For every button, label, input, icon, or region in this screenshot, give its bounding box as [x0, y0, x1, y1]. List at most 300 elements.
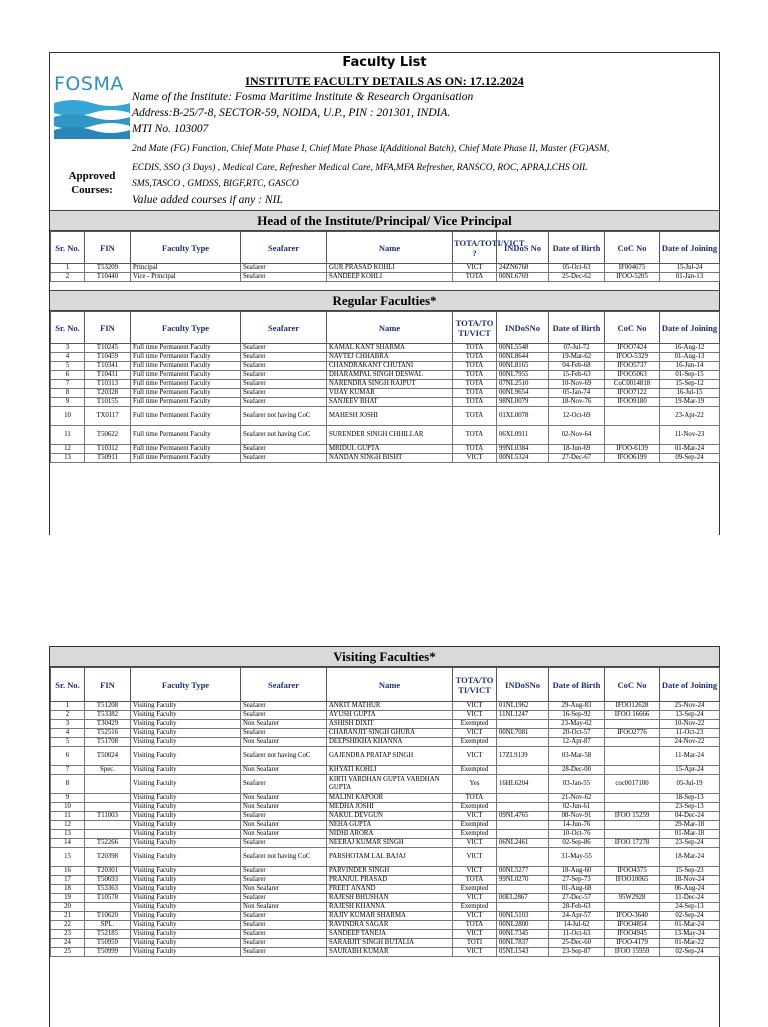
column-header-name: Name — [327, 668, 453, 702]
cell-coc-no: IF004675 — [605, 264, 660, 273]
cell-date-of-birth: 27-Dec-67 — [549, 454, 605, 463]
cell-indos-no: 98NL0079 — [497, 398, 549, 407]
cell-tota-toti-vict: TOTA — [453, 353, 497, 362]
cell-fin: T53209 — [85, 264, 131, 273]
cell-fin: T50024 — [85, 747, 131, 766]
cell-indos-no: 00NL7955 — [497, 371, 549, 380]
cell-tota-toti-vict: TOTA — [453, 407, 497, 426]
cell-tota-toti-vict: VICT — [453, 454, 497, 463]
column-header-date-of-joining: Date of Joining — [660, 232, 720, 264]
column-header-tota-toti-vict: TOTA/TO TI/VICT — [453, 668, 497, 702]
cell-indos-no: 00NL7345 — [497, 930, 549, 939]
column-header-date-of-birth: Date of Birth — [549, 232, 605, 264]
cell-fin: T50999 — [85, 948, 131, 957]
cell-fin: T10245 — [85, 344, 131, 353]
cell-fin — [85, 830, 131, 839]
cell-indos-no: 16HL6204 — [497, 775, 549, 794]
column-header-name: Name — [327, 312, 453, 344]
cell-name: AYUSH GUPTA — [327, 711, 453, 720]
cell-date-of-birth: 03-Mar-58 — [549, 747, 605, 766]
cell-sr-no: 3 — [51, 344, 85, 353]
cell-coc-no — [605, 821, 660, 830]
cell-fin: T53382 — [85, 711, 131, 720]
table-row — [51, 912, 720, 921]
cell-fin: T50959 — [85, 939, 131, 948]
cell-seafarer: Non Seafarer — [241, 903, 327, 912]
cell-name: NEERAJ KUMAR SINGH — [327, 839, 453, 848]
column-header-seafarer: Seafarer — [241, 668, 327, 702]
cell-name: PARVINDER SINGH — [327, 867, 453, 876]
cell-seafarer: Seafarer not having CoC — [241, 848, 327, 867]
column-header-date-of-birth: Date of Birth — [549, 312, 605, 344]
table-row — [51, 344, 720, 353]
cell-coc-no — [605, 903, 660, 912]
cell-coc-no: IFOO4945 — [605, 930, 660, 939]
cell-coc-no: IFOO2776 — [605, 729, 660, 738]
courses-line-1: 2nd Mate (FG) Function, Chief Mate Phase I, Chief Mate Phase I(Additional Batch), Chief Mate Phase II, Master (FG)ASM, — [132, 144, 610, 154]
cell-sr-no: 15 — [51, 848, 85, 867]
cell-faculty-type: Vice - Principal — [131, 273, 241, 282]
cell-coc-no: IFOO 15959 — [605, 948, 660, 957]
cell-tota-toti-vict: TOTA — [453, 273, 497, 282]
cell-coc-no: IFOO-5205 — [605, 273, 660, 282]
cell-name: RAJIV KUMAR SHARMA — [327, 912, 453, 921]
cell-sr-no: 17 — [51, 876, 85, 885]
cell-indos-no: 01NL1962 — [497, 702, 549, 711]
cell-indos-no: 99NL0270 — [497, 876, 549, 885]
cell-date-of-birth: 07-Jul-72 — [549, 344, 605, 353]
fosma-logo: FOSMA — [54, 73, 130, 137]
cell-sr-no: 21 — [51, 912, 85, 921]
cell-name: ANKIT MATHUR — [327, 702, 453, 711]
cell-faculty-type: Visiting Faculty — [131, 830, 241, 839]
cell-date-of-birth: 27-Sep-73 — [549, 876, 605, 885]
cell-date-of-joining: 04-Dec-24 — [660, 812, 720, 821]
courses-line-2: ECDIS, SSO (3 Days) , Medical Care, Refresher Medical Care, MFA,MFA Refresher, RANSCO, ROC, APRA,LCHS OIL — [132, 163, 588, 173]
institute-name: Name of the Institute: Fosma Maritime Institute & Research Organisation — [132, 91, 474, 103]
column-header-seafarer: Seafarer — [241, 232, 327, 264]
cell-date-of-joining: 16-Aug-12 — [660, 344, 720, 353]
cell-name: SURENDER SINGH CHHILLAR — [327, 426, 453, 445]
cell-faculty-type: Visiting Faculty — [131, 921, 241, 930]
column-header-fin: FIN — [85, 312, 131, 344]
cell-date-of-joining: 01-Mar-24 — [660, 921, 720, 930]
institute-address: Address:B-25/7-8, SECTOR-59, NOIDA, U.P., PIN : 201301, INDIA. — [132, 107, 451, 119]
cell-date-of-joining: 01-Mar-24 — [660, 445, 720, 454]
table-row — [51, 454, 720, 463]
cell-date-of-joining: 11-Oct-23 — [660, 729, 720, 738]
cell-coc-no: IFOO12628 — [605, 702, 660, 711]
cell-date-of-joining: 13-Sep-24 — [660, 711, 720, 720]
cell-date-of-joining: 11-Mar-24 — [660, 747, 720, 766]
cell-faculty-type: Full time Permanent Faculty — [131, 353, 241, 362]
cell-coc-no — [605, 426, 660, 445]
cell-coc-no: IFOO-6139 — [605, 445, 660, 454]
cell-date-of-joining: 18-Sep-13 — [660, 794, 720, 803]
cell-name: NAKUL DEVGUN — [327, 812, 453, 821]
table-row — [51, 702, 720, 711]
cell-coc-no: IFOO5737 — [605, 362, 660, 371]
cell-date-of-joining: 18-Nov-24 — [660, 876, 720, 885]
cell-faculty-type: Principal — [131, 264, 241, 273]
cell-tota-toti-vict: TOTA — [453, 371, 497, 380]
cell-tota-toti-vict: TOTA — [453, 389, 497, 398]
cell-faculty-type: Visiting Faculty — [131, 775, 241, 794]
cell-seafarer: Seafarer — [241, 273, 327, 282]
cell-fin: T11003 — [85, 812, 131, 821]
cell-indos-no: 00NL8644 — [497, 353, 549, 362]
cell-date-of-joining: 23-Sep-24 — [660, 839, 720, 848]
cell-sr-no: 16 — [51, 867, 85, 876]
table-row — [51, 821, 720, 830]
cell-seafarer: Seafarer — [241, 389, 327, 398]
cell-date-of-joining: 01-Jan-13 — [660, 273, 720, 282]
table-row — [51, 894, 720, 903]
approved-courses-label: Approved Courses: — [68, 170, 116, 196]
cell-date-of-birth: 14-Jul-62 — [549, 921, 605, 930]
cell-sr-no: 8 — [51, 389, 85, 398]
cell-name: CHARANJIT SINGH GHURA — [327, 729, 453, 738]
cell-indos-no: 01XL0078 — [497, 407, 549, 426]
cell-sr-no: 7 — [51, 766, 85, 775]
cell-coc-no — [605, 407, 660, 426]
cell-coc-no — [605, 794, 660, 803]
cell-faculty-type: Visiting Faculty — [131, 903, 241, 912]
cell-indos-no: 06XL0911 — [497, 426, 549, 445]
cell-tota-toti-vict: TOTA — [453, 380, 497, 389]
cell-sr-no: 18 — [51, 885, 85, 894]
cell-faculty-type: Visiting Faculty — [131, 885, 241, 894]
cell-faculty-type: Full time Permanent Faculty — [131, 389, 241, 398]
cell-indos-no — [497, 766, 549, 775]
cell-faculty-type: Visiting Faculty — [131, 939, 241, 948]
cell-faculty-type: Full time Permanent Faculty — [131, 398, 241, 407]
cell-tota-toti-vict: Exempted — [453, 766, 497, 775]
cell-seafarer: Seafarer — [241, 398, 327, 407]
table-row — [51, 803, 720, 812]
cell-sr-no: 13 — [51, 830, 85, 839]
cell-indos-no: 00NL5277 — [497, 867, 549, 876]
cell-fin: T50622 — [85, 426, 131, 445]
cell-name: RAJESH KHANNA — [327, 903, 453, 912]
cell-seafarer: Non Seafarer — [241, 803, 327, 812]
cell-date-of-joining: 24-Nov-22 — [660, 738, 720, 747]
cell-sr-no: 14 — [51, 839, 85, 848]
column-header-coc-no: CoC No — [605, 312, 660, 344]
cell-sr-no: 12 — [51, 821, 85, 830]
cell-tota-toti-vict: TOTA — [453, 344, 497, 353]
cell-seafarer: Seafarer — [241, 344, 327, 353]
cell-fin: T10578 — [85, 894, 131, 903]
cell-tota-toti-vict: Exempted — [453, 738, 497, 747]
cell-sr-no: 13 — [51, 454, 85, 463]
cell-indos-no: 00EL2867 — [497, 894, 549, 903]
section-title-regular: Regular Faculties* — [50, 290, 719, 311]
cell-fin: T10155 — [85, 398, 131, 407]
column-header-sr-no: Sr. No. — [51, 232, 85, 264]
cell-seafarer: Seafarer — [241, 930, 327, 939]
cell-coc-no: IFOO7424 — [605, 344, 660, 353]
column-header-date-of-joining: Date of Joining — [660, 668, 720, 702]
wave-icon — [54, 99, 130, 139]
cell-faculty-type: Full time Permanent Faculty — [131, 454, 241, 463]
cell-sr-no: 12 — [51, 445, 85, 454]
cell-name: DEEPSHIKHA KHANNA — [327, 738, 453, 747]
cell-indos-no: 00NL5103 — [497, 912, 549, 921]
cell-fin — [85, 794, 131, 803]
cell-tota-toti-vict: TOTA — [453, 426, 497, 445]
cell-tota-toti-vict: VICT — [453, 867, 497, 876]
cell-date-of-joining: 15-Sep-23 — [660, 867, 720, 876]
cell-date-of-birth: 31-May-55 — [549, 848, 605, 867]
cell-fin: T20328 — [85, 389, 131, 398]
cell-fin: T10312 — [85, 445, 131, 454]
cell-date-of-birth: 12-Oct-69 — [549, 407, 605, 426]
cell-fin: T52185 — [85, 930, 131, 939]
cell-fin — [85, 775, 131, 794]
cell-fin: T52516 — [85, 729, 131, 738]
table-row — [51, 812, 720, 821]
cell-faculty-type: Full time Permanent Faculty — [131, 371, 241, 380]
cell-faculty-type: Visiting Faculty — [131, 702, 241, 711]
cell-sr-no: 10 — [51, 407, 85, 426]
cell-seafarer: Seafarer — [241, 371, 327, 380]
cell-tota-toti-vict: VICT — [453, 894, 497, 903]
cell-indos-no: 00NL9654 — [497, 389, 549, 398]
cell-date-of-joining: 23-Apr-22 — [660, 407, 720, 426]
cell-faculty-type: Visiting Faculty — [131, 876, 241, 885]
cell-name: SAURABH KUMAR — [327, 948, 453, 957]
cell-name: MRIDUL GUPTA — [327, 445, 453, 454]
cell-seafarer: Seafarer not having CoC — [241, 426, 327, 445]
column-header-tota-toti-vict: TOTA/TO TI/VICT — [453, 312, 497, 344]
cell-seafarer: Non Seafarer — [241, 885, 327, 894]
cell-faculty-type: Visiting Faculty — [131, 766, 241, 775]
cell-fin: T10459 — [85, 353, 131, 362]
cell-faculty-type: Full time Permanent Faculty — [131, 344, 241, 353]
table-row — [51, 353, 720, 362]
cell-name: NIDHI ARORA — [327, 830, 453, 839]
cell-date-of-birth: 05-Oct-63 — [549, 264, 605, 273]
cell-tota-toti-vict: Exempted — [453, 821, 497, 830]
cell-sr-no: 4 — [51, 353, 85, 362]
cell-name: GAJENDRA PRATAP SINGH — [327, 747, 453, 766]
table-row — [51, 371, 720, 380]
cell-fin: T20301 — [85, 867, 131, 876]
cell-tota-toti-vict: TOTA — [453, 921, 497, 930]
cell-coc-no — [605, 830, 660, 839]
cell-date-of-birth: 20-Oct-57 — [549, 729, 605, 738]
cell-tota-toti-vict: TOTA — [453, 398, 497, 407]
cell-fin: T10440 — [85, 273, 131, 282]
cell-name: RAVINDRA SAGAR — [327, 921, 453, 930]
cell-indos-no: 00NL2800 — [497, 921, 549, 930]
cell-date-of-joining: 09-Sep-24 — [660, 454, 720, 463]
cell-date-of-birth: 19-Mar-62 — [549, 353, 605, 362]
cell-coc-no: IFOO9180 — [605, 398, 660, 407]
cell-coc-no: IFOO4854 — [605, 921, 660, 930]
cell-sr-no: 7 — [51, 380, 85, 389]
cell-name: PARSHOTAM LAL BAJAJ — [327, 848, 453, 867]
cell-tota-toti-vict: VICT — [453, 747, 497, 766]
cell-faculty-type: Visiting Faculty — [131, 738, 241, 747]
column-header-coc-no: CoC No — [605, 232, 660, 264]
cell-sr-no: 10 — [51, 803, 85, 812]
cell-seafarer: Seafarer — [241, 264, 327, 273]
table-row — [51, 747, 720, 766]
cell-coc-no — [605, 766, 660, 775]
cell-date-of-joining: 01-Aug-13 — [660, 353, 720, 362]
cell-date-of-joining: 18-Mar-24 — [660, 848, 720, 867]
cell-date-of-birth: 04-Feb-68 — [549, 362, 605, 371]
cell-seafarer: Seafarer — [241, 839, 327, 848]
cell-fin: T52266 — [85, 839, 131, 848]
cell-indos-no: 05NL1543 — [497, 948, 549, 957]
cell-faculty-type: Visiting Faculty — [131, 930, 241, 939]
cell-fin: T20398 — [85, 848, 131, 867]
cell-tota-toti-vict: Exempted — [453, 885, 497, 894]
column-header-sr-no: Sr. No. — [51, 312, 85, 344]
cell-coc-no: 95W2928 — [605, 894, 660, 903]
cell-coc-no — [605, 747, 660, 766]
cell-date-of-joining: 05-Jul-19 — [660, 775, 720, 794]
cell-date-of-birth: 25-Dec-62 — [549, 273, 605, 282]
cell-faculty-type: Full time Permanent Faculty — [131, 445, 241, 454]
cell-fin — [85, 903, 131, 912]
cell-name: ASHISH DIXIT — [327, 720, 453, 729]
cell-coc-no: coc0017100 — [605, 775, 660, 794]
cell-seafarer: Seafarer — [241, 702, 327, 711]
cell-sr-no: 20 — [51, 903, 85, 912]
cell-coc-no: IFOO5063 — [605, 371, 660, 380]
cell-name: GUR PRASAD KOHLI — [327, 264, 453, 273]
visiting-table — [50, 667, 720, 957]
cell-date-of-birth: 14-Jun-76 — [549, 821, 605, 830]
column-header-date-of-birth: Date of Birth — [549, 668, 605, 702]
table-row — [51, 720, 720, 729]
cell-fin — [85, 803, 131, 812]
cell-fin: T10620 — [85, 912, 131, 921]
cell-date-of-joining: 15-Apr-24 — [660, 766, 720, 775]
cell-date-of-birth: 10-Nov-69 — [549, 380, 605, 389]
cell-seafarer: Seafarer — [241, 921, 327, 930]
cell-seafarer: Seafarer not having CoC — [241, 407, 327, 426]
cell-coc-no: IFOO10065 — [605, 876, 660, 885]
cell-date-of-joining: 16-Jun-14 — [660, 362, 720, 371]
table-row — [51, 264, 720, 273]
cell-seafarer: Non Seafarer — [241, 738, 327, 747]
cell-date-of-joining: 01-Mar-18 — [660, 830, 720, 839]
document-title: Faculty List — [342, 55, 427, 70]
cell-tota-toti-vict: VICT — [453, 948, 497, 957]
cell-fin: SPL. — [85, 921, 131, 930]
cell-tota-toti-vict: Exempted — [453, 903, 497, 912]
cell-faculty-type: Visiting Faculty — [131, 711, 241, 720]
cell-seafarer: Seafarer not having CoC — [241, 747, 327, 766]
cell-date-of-joining: 11-Nov-23 — [660, 426, 720, 445]
column-header-tota-toti-vict: TOTA/TOTI/VICT ? — [453, 232, 497, 264]
cell-coc-no: IFOO 16666 — [605, 711, 660, 720]
cell-faculty-type: Visiting Faculty — [131, 948, 241, 957]
cell-tota-toti-vict: VICT — [453, 839, 497, 848]
cell-coc-no: CoC0014818 — [605, 380, 660, 389]
cell-date-of-joining: 15-Sep-12 — [660, 380, 720, 389]
cell-indos-no: 00NL5324 — [497, 454, 549, 463]
table-row — [51, 830, 720, 839]
table-row — [51, 885, 720, 894]
cell-tota-toti-vict: TOTA — [453, 876, 497, 885]
column-header-indos-no: INDoS No — [497, 232, 549, 264]
cell-name: DHARAMPAL SINGH DESWAL — [327, 371, 453, 380]
cell-date-of-birth: 12-Apr-87 — [549, 738, 605, 747]
cell-seafarer: Seafarer — [241, 362, 327, 371]
cell-coc-no: IFOO 15259 — [605, 812, 660, 821]
table-row — [51, 867, 720, 876]
cell-coc-no: IFOO-4179 — [605, 939, 660, 948]
cell-date-of-birth: 24-Apr-57 — [549, 912, 605, 921]
head-table — [50, 231, 720, 282]
cell-fin: T10431 — [85, 371, 131, 380]
cell-fin: T50693 — [85, 876, 131, 885]
cell-faculty-type: Visiting Faculty — [131, 794, 241, 803]
cell-tota-toti-vict: VICT — [453, 912, 497, 921]
cell-date-of-birth: 16-Sep-92 — [549, 711, 605, 720]
cell-tota-toti-vict: Exempted — [453, 720, 497, 729]
cell-faculty-type: Visiting Faculty — [131, 720, 241, 729]
table-row — [51, 848, 720, 867]
cell-coc-no: IFOO 17278 — [605, 839, 660, 848]
section-gap — [50, 282, 719, 290]
cell-indos-no: 00NL5548 — [497, 344, 549, 353]
cell-indos-no: 00NL8165 — [497, 362, 549, 371]
cell-tota-toti-vict: VICT — [453, 930, 497, 939]
cell-date-of-birth: 02-Nov-64 — [549, 426, 605, 445]
cell-seafarer: Non Seafarer — [241, 720, 327, 729]
cell-sr-no: 9 — [51, 398, 85, 407]
cell-faculty-type: Full time Permanent Faculty — [131, 380, 241, 389]
column-header-faculty-type: Faculty Type — [131, 668, 241, 702]
cell-sr-no: 5 — [51, 362, 85, 371]
cell-sr-no: 23 — [51, 930, 85, 939]
cell-name: NANDAN SINGH BISHT — [327, 454, 453, 463]
cell-indos-no: 07NL2510 — [497, 380, 549, 389]
cell-sr-no: 1 — [51, 702, 85, 711]
cell-sr-no: 8 — [51, 775, 85, 794]
cell-sr-no: 11 — [51, 426, 85, 445]
table-row — [51, 839, 720, 848]
cell-date-of-birth: 23-Sep-87 — [549, 948, 605, 957]
cell-sr-no: 6 — [51, 747, 85, 766]
cell-fin — [85, 821, 131, 830]
table-row — [51, 711, 720, 720]
cell-tota-toti-vict: TOTI — [453, 939, 497, 948]
cell-sr-no: 24 — [51, 939, 85, 948]
column-header-coc-no: CoC No — [605, 668, 660, 702]
cell-seafarer: Seafarer — [241, 729, 327, 738]
cell-indos-no — [497, 720, 549, 729]
cell-coc-no — [605, 848, 660, 867]
document-header — [50, 53, 719, 211]
cell-indos-no — [497, 903, 549, 912]
cell-sr-no: 1 — [51, 264, 85, 273]
column-header-name: Name — [327, 232, 453, 264]
cell-date-of-joining: 24-Sep-13 — [660, 903, 720, 912]
cell-name: NAVTEJ CHHABRA — [327, 353, 453, 362]
cell-indos-no — [497, 821, 549, 830]
cell-date-of-birth: 27-Dec-57 — [549, 894, 605, 903]
table-row — [51, 407, 720, 426]
cell-faculty-type: Full time Permanent Faculty — [131, 426, 241, 445]
